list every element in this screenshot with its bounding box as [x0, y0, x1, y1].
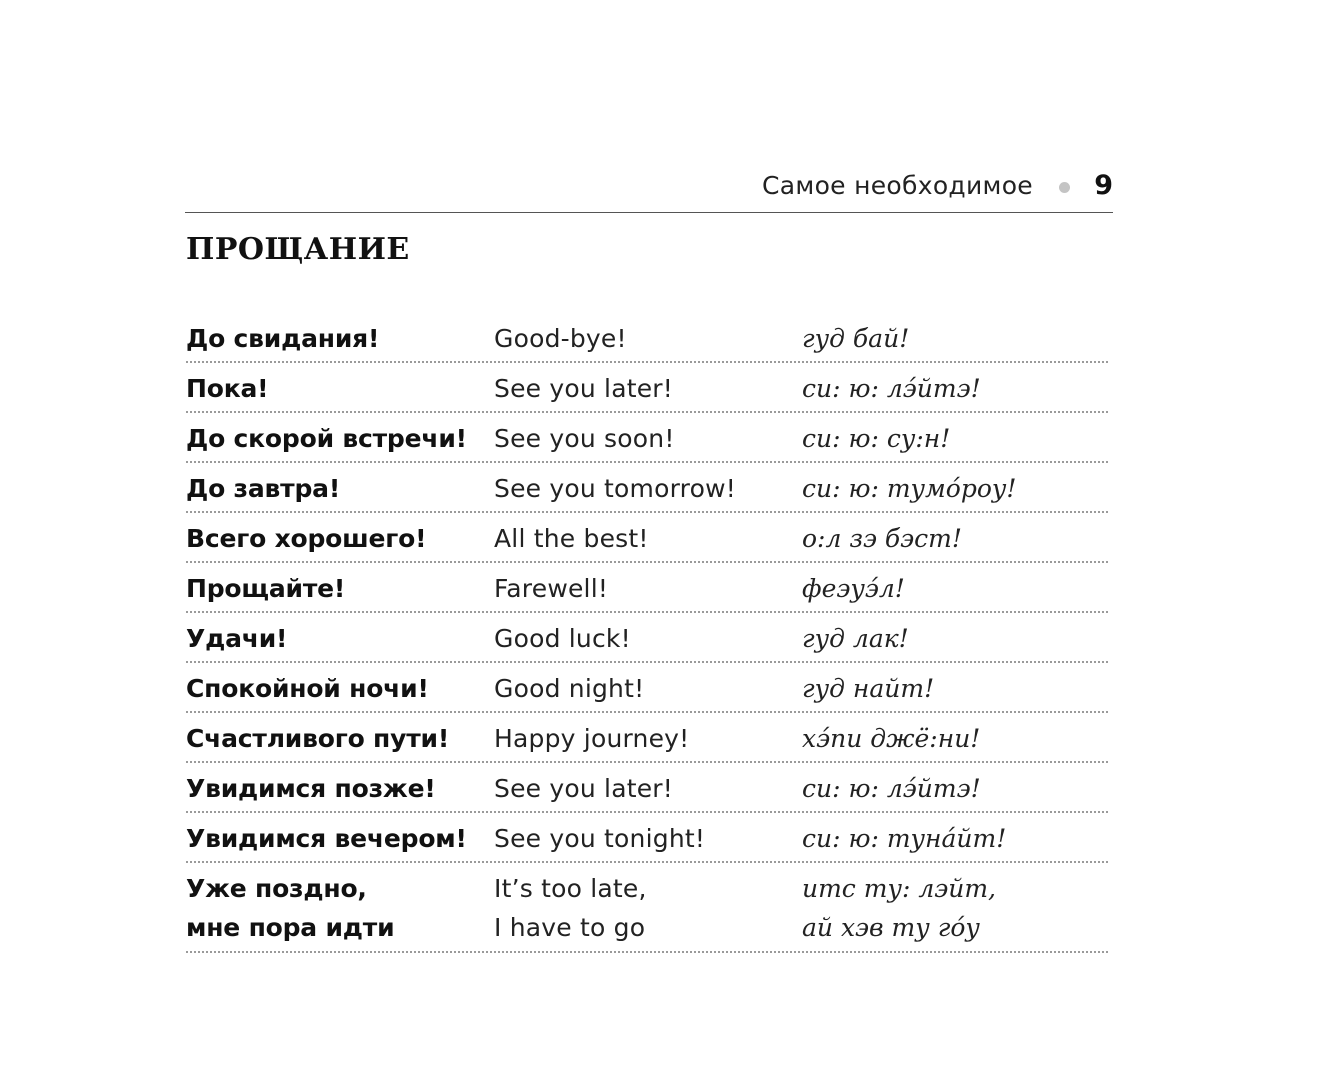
- table-row: [186, 363, 1108, 413]
- russian-phrase: [186, 669, 429, 708]
- russian-phrase: [186, 719, 449, 758]
- transcription: [802, 869, 996, 947]
- transcription: [802, 619, 909, 658]
- transcription: [802, 669, 934, 708]
- transcription: [802, 319, 909, 358]
- russian-phrase-line: мне пора идти: [186, 913, 395, 942]
- russian-phrase-line: Счастливого пути!: [186, 724, 450, 753]
- table-row: [186, 413, 1108, 463]
- table-row: [186, 513, 1108, 563]
- russian-phrase: [186, 819, 467, 858]
- transcription-line: итс ту: лэйт,: [802, 874, 997, 903]
- table-row: [186, 813, 1108, 863]
- table-row: [186, 563, 1108, 613]
- english-phrase: [494, 419, 675, 458]
- table-row: [186, 713, 1108, 763]
- russian-phrase: [186, 319, 379, 358]
- transcription-line: хэ́пи джё:ни!: [802, 724, 981, 753]
- english-phrase: [494, 369, 673, 408]
- english-phrase: [494, 569, 608, 608]
- page-number: 9: [1094, 170, 1113, 201]
- english-phrase-line: Good night!: [494, 674, 645, 703]
- english-phrase: [494, 619, 631, 658]
- transcription: [802, 569, 905, 608]
- russian-phrase: [186, 369, 268, 408]
- russian-phrase: [186, 619, 287, 658]
- transcription-line: о:л зэ бэст!: [802, 524, 962, 553]
- english-phrase-line: Happy journey!: [494, 724, 690, 753]
- transcription-line: си: ю: тумо́роу!: [802, 474, 1017, 503]
- transcription: [802, 469, 1016, 508]
- english-phrase-line: Farewell!: [494, 574, 609, 603]
- english-phrase-line: All the best!: [494, 524, 649, 553]
- english-phrase-line: See you later!: [494, 374, 674, 403]
- table-row: [186, 763, 1108, 813]
- english-phrase-line: See you tomorrow!: [494, 474, 736, 503]
- section-title: ПРОЩАНИЕ: [186, 232, 410, 267]
- russian-phrase-line: До завтра!: [186, 474, 341, 503]
- table-row: [186, 663, 1108, 713]
- russian-phrase-line: Спокойной ночи!: [186, 674, 429, 703]
- russian-phrase-line: До свидания!: [186, 324, 380, 353]
- english-phrase: [494, 519, 649, 558]
- transcription: [802, 369, 981, 408]
- transcription-line: феэуэ́л!: [802, 574, 905, 603]
- transcription-line: гуд лак!: [802, 624, 909, 653]
- russian-phrase-line: Уже поздно,: [186, 874, 367, 903]
- transcription-line: си: ю: су:н!: [802, 424, 951, 453]
- english-phrase-line: See you soon!: [494, 424, 675, 453]
- russian-phrase: [186, 569, 345, 608]
- english-phrase-line: Good luck!: [494, 624, 631, 653]
- transcription-line: си: ю: лэ́йтэ!: [802, 774, 981, 803]
- russian-phrase-line: Всего хорошего!: [186, 524, 427, 553]
- english-phrase-line: It’s too late,: [494, 874, 647, 903]
- russian-phrase-line: Удачи!: [186, 624, 288, 653]
- russian-phrase-line: Увидимся позже!: [186, 774, 436, 803]
- english-phrase: [494, 819, 705, 858]
- russian-phrase: [186, 469, 340, 508]
- russian-phrase-line: Прощайте!: [186, 574, 346, 603]
- phrase-table: [186, 313, 1108, 953]
- english-phrase: [494, 319, 627, 358]
- running-head-title: Самое необходимое: [762, 171, 1033, 200]
- transcription-line: ай хэв ту го́у: [802, 913, 980, 942]
- transcription: [802, 819, 1006, 858]
- bullet-separator-icon: [1059, 182, 1070, 193]
- table-row: [186, 463, 1108, 513]
- table-row: [186, 613, 1108, 663]
- english-phrase-line: Good-bye!: [494, 324, 627, 353]
- table-row: [186, 863, 1108, 953]
- english-phrase: [494, 469, 736, 508]
- transcription-line: гуд найт!: [802, 674, 935, 703]
- english-phrase: [494, 669, 644, 708]
- russian-phrase: [186, 519, 426, 558]
- english-phrase-line: See you later!: [494, 774, 674, 803]
- transcription: [802, 519, 962, 558]
- english-phrase-line: See you tonight!: [494, 824, 706, 853]
- english-phrase: [494, 869, 647, 947]
- russian-phrase-line: Пока!: [186, 374, 269, 403]
- table-row: [186, 313, 1108, 363]
- transcription: [802, 719, 980, 758]
- transcription-line: си: ю: туна́йт!: [802, 824, 1007, 853]
- page-header: [185, 170, 1113, 213]
- russian-phrase: [186, 869, 394, 947]
- russian-phrase: [186, 419, 467, 458]
- transcription: [802, 769, 981, 808]
- russian-phrase-line: До скорой встречи!: [186, 424, 467, 453]
- english-phrase: [494, 719, 689, 758]
- russian-phrase: [186, 769, 436, 808]
- english-phrase-line: I have to go: [494, 913, 646, 942]
- transcription: [802, 419, 950, 458]
- transcription-line: гуд бай!: [802, 324, 910, 353]
- russian-phrase-line: Увидимся вечером!: [186, 824, 467, 853]
- english-phrase: [494, 769, 673, 808]
- transcription-line: си: ю: лэ́йтэ!: [802, 374, 981, 403]
